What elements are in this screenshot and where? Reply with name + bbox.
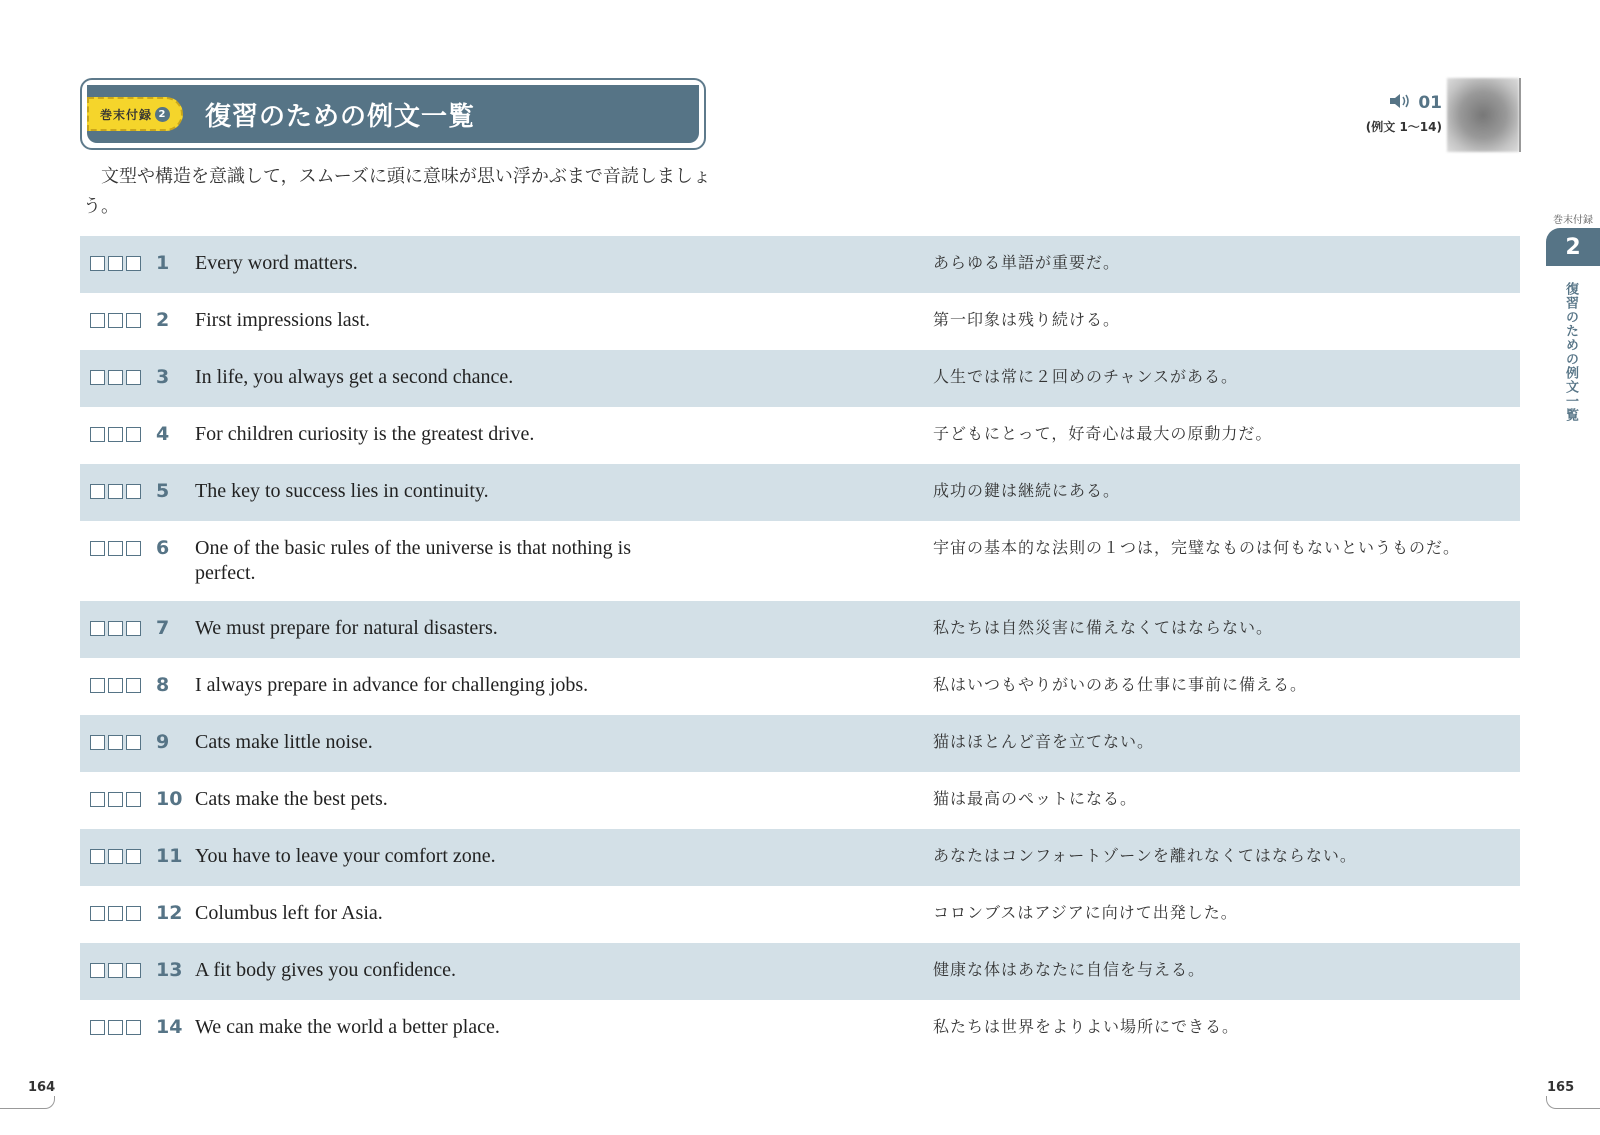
page-number-left: 164 xyxy=(28,1080,56,1095)
review-checkbox[interactable] xyxy=(108,484,123,499)
review-checkboxes xyxy=(90,484,141,499)
qr-code-image[interactable] xyxy=(1447,78,1519,152)
review-checkbox[interactable] xyxy=(90,256,105,271)
side-tab-text: 復習のための例文一覧 xyxy=(1563,282,1578,422)
review-checkboxes xyxy=(90,427,141,442)
japanese-translation: 私たちは自然災害に備えなくてはならない。 xyxy=(933,618,1274,637)
review-checkbox[interactable] xyxy=(90,792,105,807)
review-checkbox[interactable] xyxy=(126,370,141,385)
sentence-row xyxy=(80,1000,1520,1057)
japanese-translation: 成功の鍵は継続にある。 xyxy=(933,481,1121,500)
title-banner-inner xyxy=(87,85,699,143)
review-checkboxes xyxy=(90,256,141,271)
review-checkboxes xyxy=(90,541,141,556)
english-sentence: A fit body gives you confidence. xyxy=(195,959,457,981)
sentence-row xyxy=(80,407,1520,464)
sentence-number: 3 xyxy=(156,366,170,388)
review-checkbox[interactable] xyxy=(108,621,123,636)
review-checkbox[interactable] xyxy=(126,849,141,864)
sentence-row xyxy=(80,943,1520,1000)
review-checkbox[interactable] xyxy=(108,313,123,328)
sentence-row xyxy=(80,293,1520,350)
page-corner-left xyxy=(0,1096,55,1109)
review-checkbox[interactable] xyxy=(90,621,105,636)
appendix-tag xyxy=(87,97,183,131)
review-checkbox[interactable] xyxy=(126,792,141,807)
review-checkbox[interactable] xyxy=(108,849,123,864)
review-checkbox[interactable] xyxy=(90,313,105,328)
sentence-number: 10 xyxy=(156,788,183,810)
page-corner-right xyxy=(1546,1096,1600,1109)
english-sentence: For children curiosity is the greatest drive. xyxy=(195,423,535,445)
review-checkbox[interactable] xyxy=(108,541,123,556)
sentence-row xyxy=(80,715,1520,772)
japanese-translation: 私はいつもやりがいのある仕事に事前に備える。 xyxy=(933,675,1308,694)
sentence-number: 13 xyxy=(156,959,183,981)
japanese-translation: 猫は最高のペットになる。 xyxy=(933,789,1138,808)
sentence-number: 14 xyxy=(156,1016,183,1038)
english-sentence: First impressions last. xyxy=(195,309,371,331)
appendix-label: 巻末付録 xyxy=(99,107,152,122)
review-checkbox[interactable] xyxy=(90,427,105,442)
english-sentence: We can make the world a better place. xyxy=(195,1016,500,1038)
japanese-translation: 猫はほとんど音を立てない。 xyxy=(933,732,1155,751)
title-banner xyxy=(80,78,706,150)
sentence-number: 12 xyxy=(156,902,183,924)
english-sentence: Cats make little noise. xyxy=(195,731,373,753)
sentence-list xyxy=(80,236,1520,1057)
sentence-row xyxy=(80,350,1520,407)
review-checkboxes xyxy=(90,849,141,864)
japanese-translation: コロンブスはアジアに向けて出発した。 xyxy=(933,903,1238,922)
review-checkbox[interactable] xyxy=(90,849,105,864)
japanese-translation: あらゆる単語が重要だ。 xyxy=(933,253,1121,272)
japanese-translation: 人生では常に２回めのチャンスがある。 xyxy=(933,367,1239,386)
review-checkbox[interactable] xyxy=(90,484,105,499)
sentence-row xyxy=(80,464,1520,521)
review-checkbox[interactable] xyxy=(108,427,123,442)
review-checkbox[interactable] xyxy=(126,484,141,499)
audio-info xyxy=(1352,92,1442,135)
sentence-number: 6 xyxy=(156,537,170,559)
review-checkbox[interactable] xyxy=(126,735,141,750)
review-checkbox[interactable] xyxy=(90,906,105,921)
review-checkbox[interactable] xyxy=(126,427,141,442)
review-checkbox[interactable] xyxy=(90,541,105,556)
japanese-translation: 第一印象は残り続ける。 xyxy=(933,310,1121,329)
review-checkboxes xyxy=(90,906,141,921)
sentence-number: 8 xyxy=(156,674,170,696)
review-checkboxes xyxy=(90,1020,141,1035)
sentence-row xyxy=(80,236,1520,293)
sentence-number: 5 xyxy=(156,480,170,502)
review-checkboxes xyxy=(90,313,141,328)
sentence-row xyxy=(80,772,1520,829)
sentence-row xyxy=(80,658,1520,715)
review-checkbox[interactable] xyxy=(126,1020,141,1035)
sentence-row xyxy=(80,601,1520,658)
speaker-icon[interactable] xyxy=(1388,92,1412,114)
review-checkbox[interactable] xyxy=(126,906,141,921)
appendix-number: 2 xyxy=(155,107,170,122)
english-sentence: One of the basic rules of the universe is that nothing is perfect. xyxy=(195,537,632,584)
sentence-number: 4 xyxy=(156,423,170,445)
sentence-row xyxy=(80,829,1520,886)
review-checkboxes xyxy=(90,792,141,807)
japanese-translation: 宇宙の基本的な法則の１つは，完璧なものは何もないというものだ。 xyxy=(933,538,1461,557)
review-checkbox[interactable] xyxy=(108,963,123,978)
review-checkbox[interactable] xyxy=(90,678,105,693)
review-checkboxes xyxy=(90,735,141,750)
japanese-translation: 健康な体はあなたに自信を与える。 xyxy=(933,960,1206,979)
page-number-right: 165 xyxy=(1547,1080,1575,1095)
sentence-row xyxy=(80,886,1520,943)
english-sentence: Cats make the best pets. xyxy=(195,788,388,810)
review-checkbox[interactable] xyxy=(90,370,105,385)
intro-text: 文型や構造を意識して，スムーズに頭に意味が思い浮かぶまで音読しましょう。 xyxy=(83,166,711,217)
sentence-number: 7 xyxy=(156,617,170,639)
review-checkbox[interactable] xyxy=(126,541,141,556)
audio-track-number: 01 xyxy=(1418,93,1442,113)
review-checkbox[interactable] xyxy=(90,963,105,978)
review-checkboxes xyxy=(90,621,141,636)
review-checkboxes xyxy=(90,370,141,385)
audio-range: (例文 1～14) xyxy=(1365,120,1442,134)
english-sentence: The key to success lies in continuity. xyxy=(195,480,489,502)
side-tab-caption: 巻末付録 xyxy=(1553,215,1593,226)
side-tab-number[interactable]: 2 xyxy=(1546,228,1600,266)
sentence-row xyxy=(80,521,1520,601)
english-sentence: In life, you always get a second chance. xyxy=(195,366,514,388)
review-checkbox[interactable] xyxy=(126,313,141,328)
review-checkbox[interactable] xyxy=(108,792,123,807)
qr-divider xyxy=(1519,78,1521,152)
sentence-number: 1 xyxy=(156,252,170,274)
english-sentence: Columbus left for Asia. xyxy=(195,902,383,924)
review-checkbox[interactable] xyxy=(126,256,141,271)
review-checkbox[interactable] xyxy=(108,906,123,921)
review-checkbox[interactable] xyxy=(126,678,141,693)
review-checkbox[interactable] xyxy=(90,735,105,750)
review-checkbox[interactable] xyxy=(108,1020,123,1035)
review-checkbox[interactable] xyxy=(90,1020,105,1035)
review-checkbox[interactable] xyxy=(108,735,123,750)
page-title: 復習のための例文一覧 xyxy=(205,101,476,132)
sentence-number: 2 xyxy=(156,309,170,331)
english-sentence: You have to leave your comfort zone. xyxy=(195,845,496,867)
japanese-translation: 子どもにとって，好奇心は最大の原動力だ。 xyxy=(933,424,1273,443)
english-sentence: I always prepare in advance for challenging jobs. xyxy=(195,674,589,696)
review-checkbox[interactable] xyxy=(108,256,123,271)
english-sentence: Every word matters. xyxy=(195,252,358,274)
review-checkbox[interactable] xyxy=(108,678,123,693)
japanese-translation: 私たちは世界をよりよい場所にできる。 xyxy=(933,1017,1240,1036)
review-checkboxes xyxy=(90,963,141,978)
review-checkbox[interactable] xyxy=(126,963,141,978)
review-checkbox[interactable] xyxy=(126,621,141,636)
review-checkboxes xyxy=(90,678,141,693)
japanese-translation: あなたはコンフォートゾーンを離れなくてはならない。 xyxy=(933,846,1357,865)
english-sentence: We must prepare for natural disasters. xyxy=(195,617,498,639)
sentence-number: 11 xyxy=(156,845,183,867)
sentence-number: 9 xyxy=(156,731,170,753)
review-checkbox[interactable] xyxy=(108,370,123,385)
